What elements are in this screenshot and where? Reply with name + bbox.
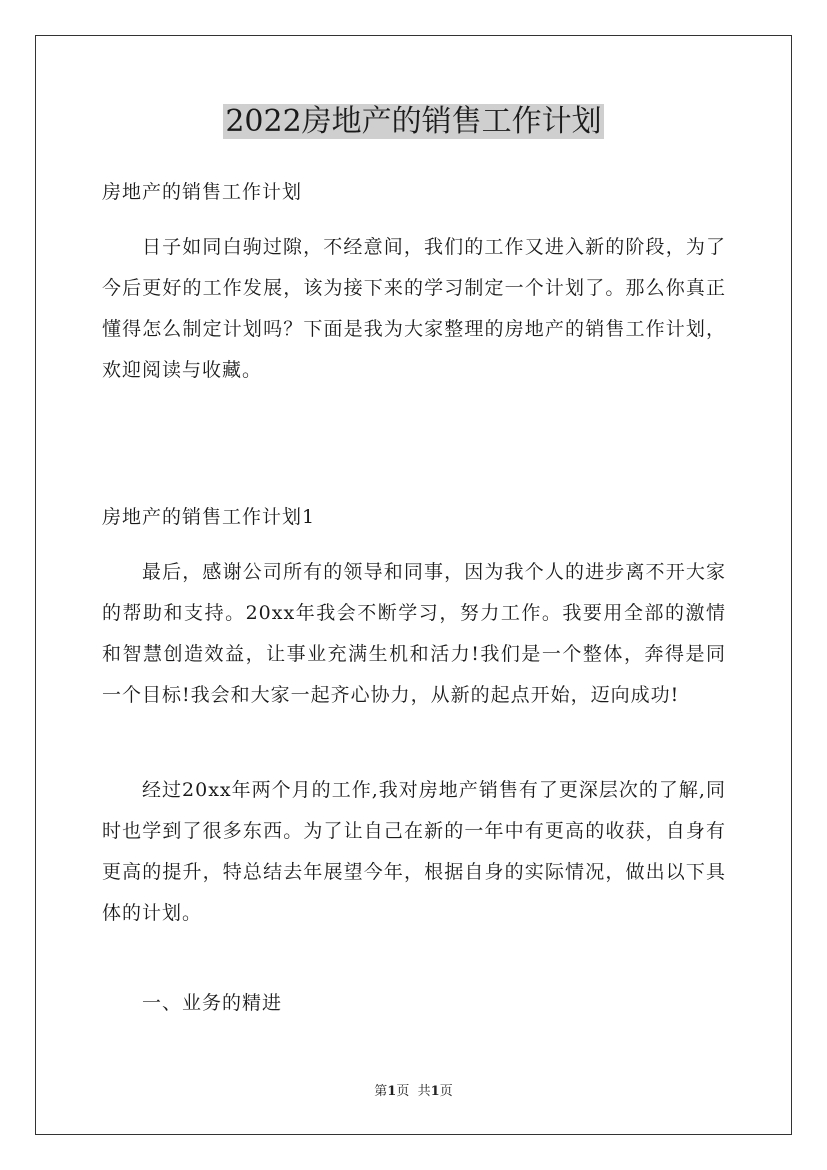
section-heading-1: 房地产的销售工作计划1	[102, 506, 316, 528]
page-footer	[0, 1083, 827, 1101]
document-title	[0, 100, 827, 144]
body-paragraph: 最后，感谢公司所有的领导和同事，因为我个人的进步离不开大家的帮助和支持。20xx年我会不断学习，努力工作。我要用全部的激情和智慧创造效益，让事业充满生机和活力!我们是一个整体，奔得是同一个目标!我会和大家一起齐心协力，从新的起点开始，迈向成功!	[102, 561, 726, 706]
section-heading: 房地产的销售工作计划	[102, 181, 303, 203]
page-number: 1	[387, 1084, 397, 1099]
document-title-text: 2022房地产的销售工作计划	[225, 104, 602, 139]
page-unit: 页	[396, 1084, 410, 1099]
page-prefix: 第	[374, 1084, 388, 1099]
subsection-heading: 一、业务的精进	[142, 992, 283, 1014]
body-paragraph: 经过20xx年两个月的工作,我对房地产销售有了更深层次的了解,同时也学到了很多东西。为了让自己在新的一年中有更高的收获，自身有更高的提升，特总结去年展望今年，根据自身的实际情况，做出以下具体的计划。	[102, 779, 726, 924]
total-prefix: 共	[417, 1084, 431, 1099]
total-unit: 页	[439, 1084, 453, 1099]
total-pages: 1	[430, 1084, 440, 1099]
intro-paragraph: 日子如同白驹过隙，不经意间，我们的工作又进入新的阶段，为了今后更好的工作发展，该为接下来的学习制定一个计划了。那么你真正懂得怎么制定计划吗？下面是我为大家整理的房地产的销售工作计划，欢迎阅读与收藏。	[102, 236, 726, 381]
